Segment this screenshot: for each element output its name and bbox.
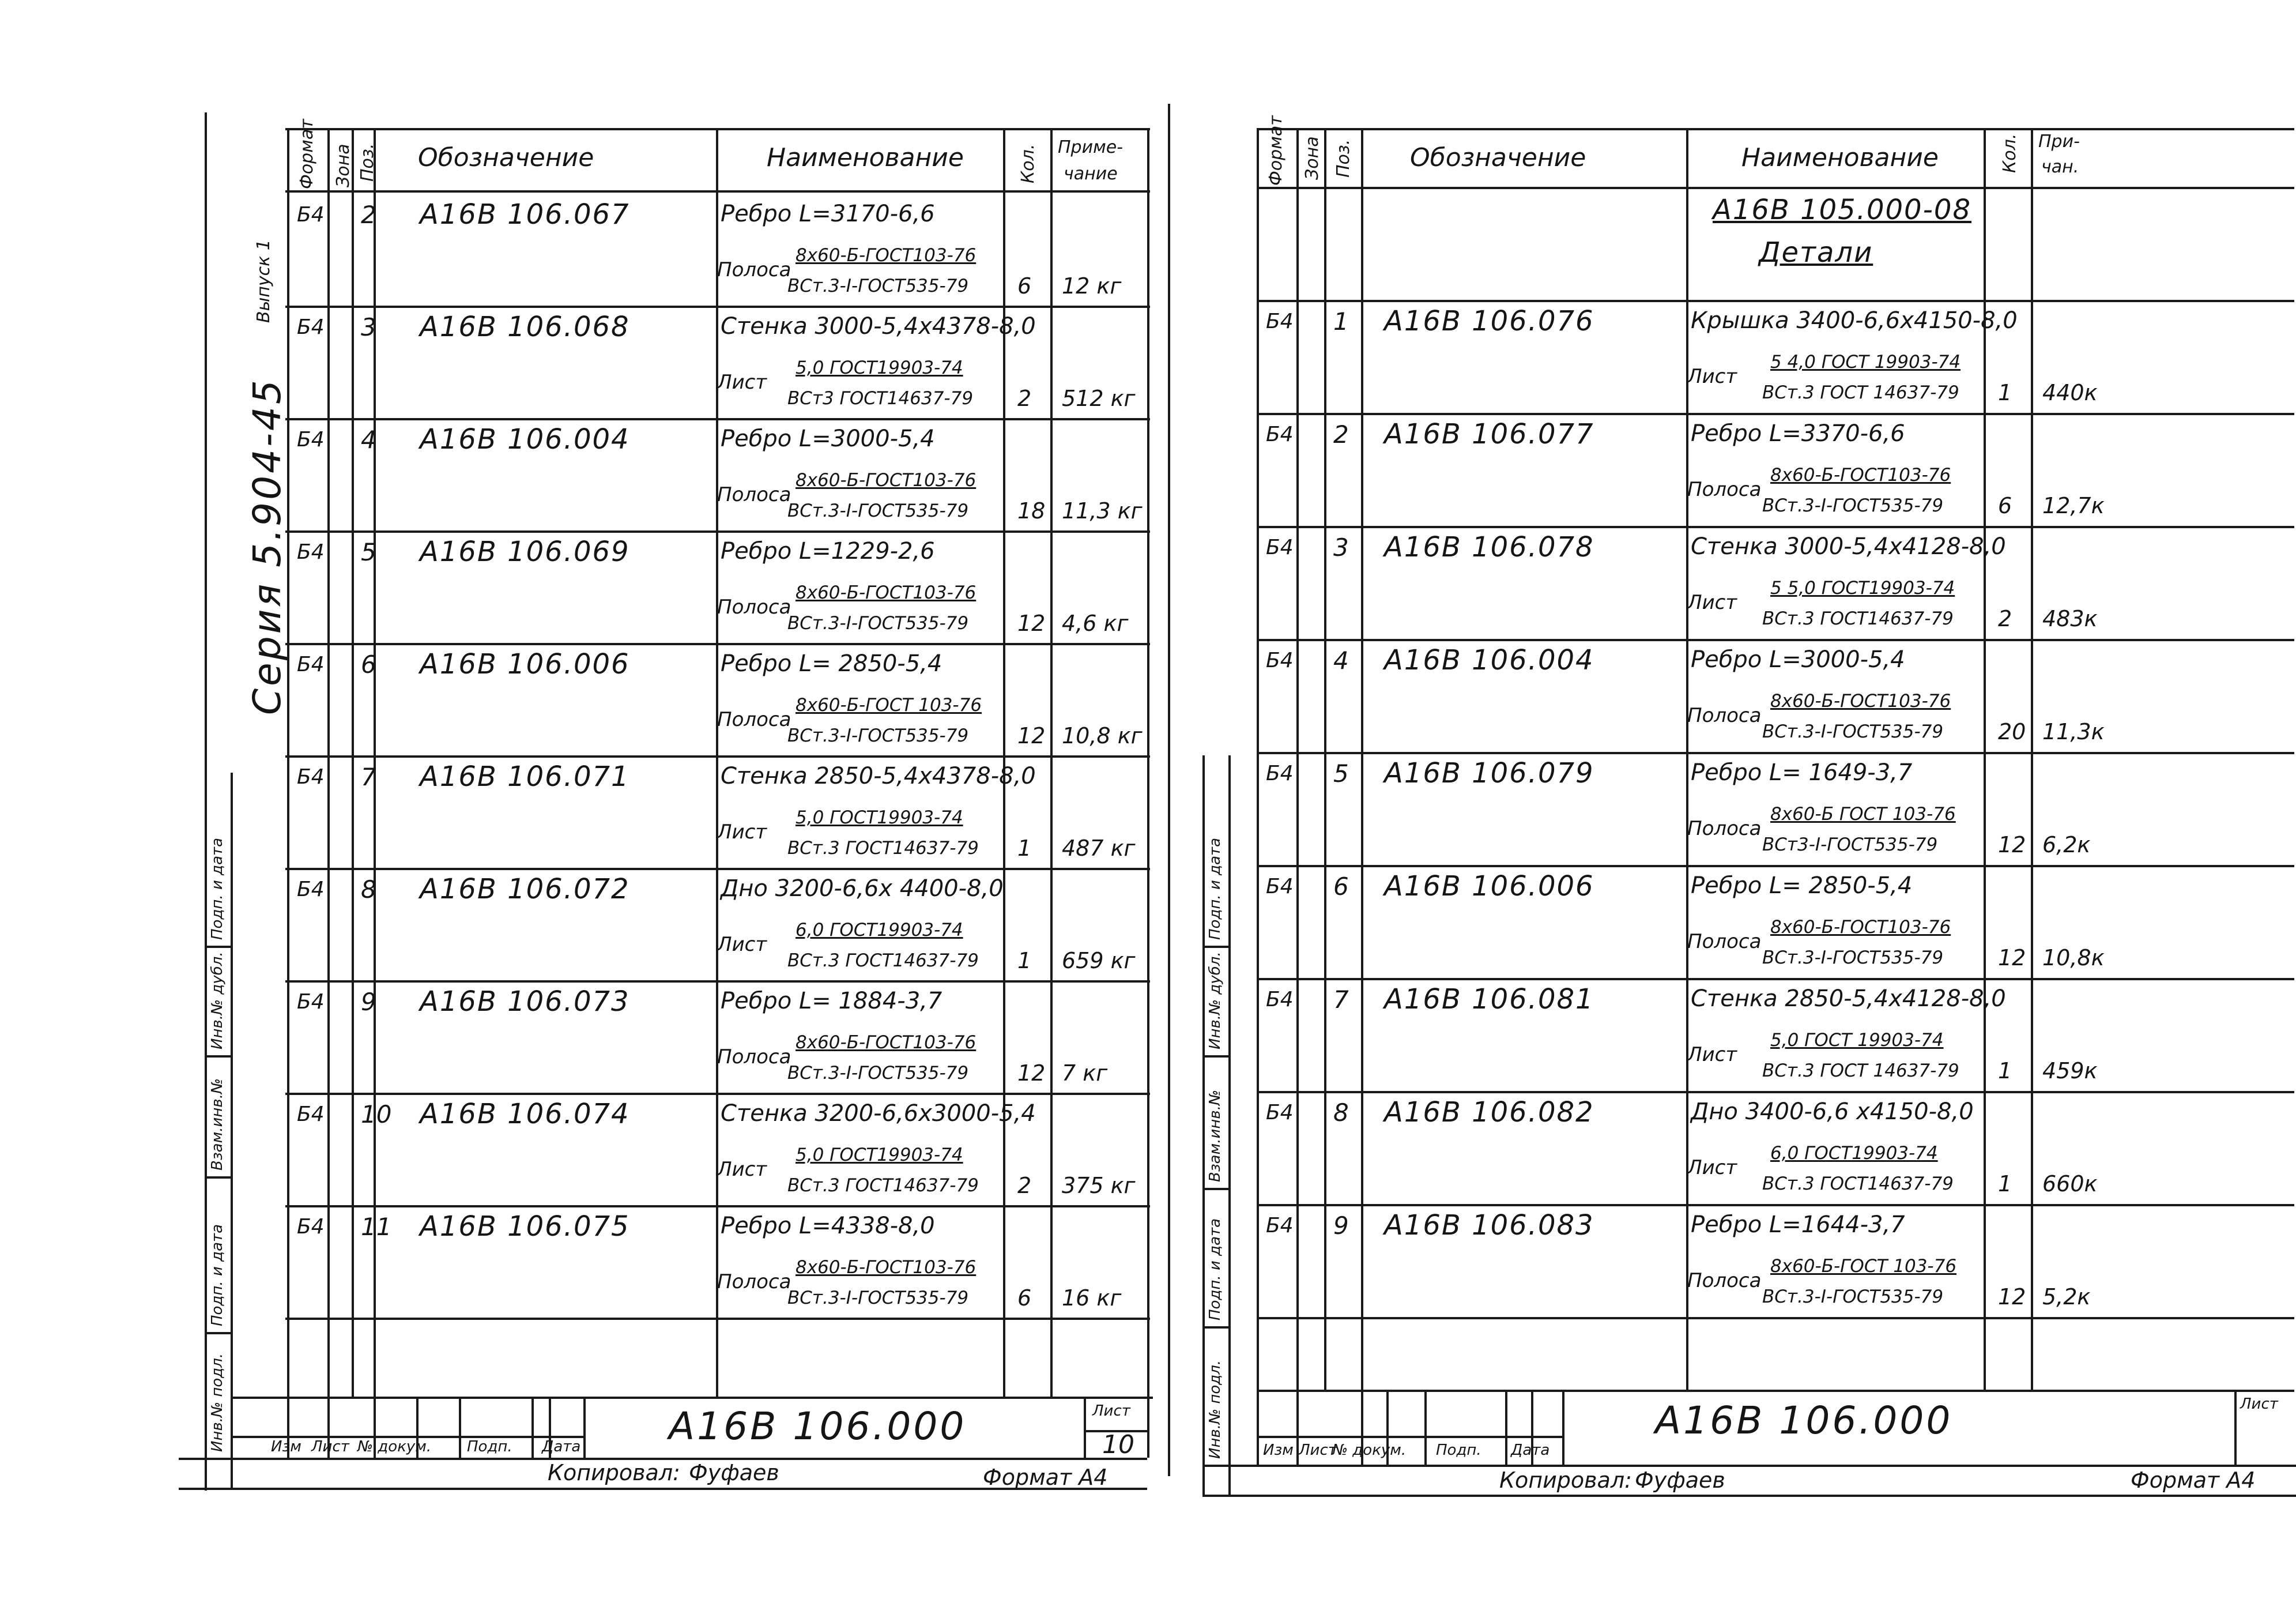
cell-note: 512 кг xyxy=(1062,386,1136,411)
cell-material-spec: 8х60-Б-ГОСТ103-76 xyxy=(1770,465,1951,486)
cell-name: Ребро L=3370-6,6 xyxy=(1691,420,1905,447)
cell-format: Б4 xyxy=(1266,1101,1294,1124)
tb-label-sheet: Лист xyxy=(1299,1442,1337,1459)
header-note-2: чание xyxy=(1064,164,1118,184)
cell-note: 483к xyxy=(2042,606,2098,631)
titleblock-sheet-number: 10 xyxy=(1102,1430,1134,1459)
row-divider xyxy=(285,530,1150,533)
cell-pos: 2 xyxy=(1333,420,1349,449)
cell-material-grade: ВСт.3 ГОСТ 14637-79 xyxy=(1762,1060,1959,1081)
cell-designation: А16В 106.078 xyxy=(1384,531,1594,563)
header-format: Формат xyxy=(1266,115,1286,186)
spec-sheet-right xyxy=(1148,0,2296,1618)
cell-designation: А16В 106.082 xyxy=(1384,1096,1594,1128)
cell-name: Стенка 3200-6,6х3000-5,4 xyxy=(721,1100,1036,1127)
header-note-1: Приме- xyxy=(1058,137,1124,157)
cell-material-spec: 8х60-Б-ГОСТ103-76 xyxy=(796,1032,977,1053)
cell-material-grade: ВСт.3-I-ГОСТ535-79 xyxy=(1762,947,1944,968)
cell-note: 10,8к xyxy=(2042,945,2105,970)
cell-qty: 20 xyxy=(1998,719,2026,744)
side-label-dup-inv: Инв.№ дубл. xyxy=(1207,951,1224,1049)
cell-qty: 1 xyxy=(1017,836,1032,861)
sidebar-divider xyxy=(205,1332,231,1334)
header-zone: Зона xyxy=(1302,136,1322,180)
sidebar-inner-border xyxy=(1228,755,1231,1496)
cell-pos: 10 xyxy=(361,1100,392,1128)
cell-material-prefix: Лист xyxy=(717,1158,767,1181)
tb-col-3 xyxy=(1424,1390,1427,1465)
col-format-left xyxy=(287,128,289,1458)
cell-material-prefix: Полоса xyxy=(717,258,791,281)
header-pos: Поз. xyxy=(357,143,378,182)
cell-designation: А16В 106.075 xyxy=(420,1210,630,1243)
cell-material-spec: 5,0 ГОСТ 19903-74 xyxy=(1770,1030,1944,1051)
cell-material-grade: ВСт.3-I-ГОСТ535-79 xyxy=(787,1288,969,1308)
tb-col-4 xyxy=(1505,1390,1507,1465)
cell-qty: 12 xyxy=(1998,832,2026,857)
cell-name: Стенка 2850-5,4х4128-8,0 xyxy=(1691,985,2006,1012)
cell-material-grade: ВСт.3 ГОСТ14637-79 xyxy=(1762,1173,1954,1194)
side-label-sign-date: Подп. и дата xyxy=(1207,837,1224,940)
sidebar-divider xyxy=(1202,1188,1228,1190)
row-divider xyxy=(285,1318,1150,1320)
side-label-sign-date-2: Подп. и дата xyxy=(209,1224,226,1326)
cell-pos: 7 xyxy=(1333,985,1349,1014)
cell-name: Ребро L=4338-8,0 xyxy=(721,1213,935,1239)
cell-material-prefix: Полоса xyxy=(717,596,791,619)
cell-pos: 9 xyxy=(361,988,376,1016)
cell-material-prefix: Полоса xyxy=(1687,1269,1762,1292)
cell-qty: 12 xyxy=(1017,611,1046,636)
cell-format: Б4 xyxy=(1266,310,1294,333)
tb-label-sign: Подп. xyxy=(467,1438,512,1455)
cell-format: Б4 xyxy=(297,765,325,789)
cell-pos: 8 xyxy=(361,875,376,904)
cell-material-prefix: Полоса xyxy=(1687,478,1762,501)
cell-format: Б4 xyxy=(297,878,325,901)
cell-designation: А16В 106.068 xyxy=(420,311,630,343)
table-top-border xyxy=(1257,128,2294,130)
cell-format: Б4 xyxy=(297,540,325,564)
cell-material-spec: 8х60-Б-ГОСТ103-76 xyxy=(1770,917,1951,938)
row-divider xyxy=(1257,1091,2294,1093)
cell-format: Б4 xyxy=(1266,762,1294,785)
cell-material-grade: ВСт.3-I-ГОСТ535-79 xyxy=(787,501,969,521)
cell-designation: А16В 106.004 xyxy=(1384,644,1594,676)
col-name-left xyxy=(1686,128,1688,1390)
cell-format: Б4 xyxy=(297,428,325,451)
frame-left-border xyxy=(205,112,207,1491)
sidebar-divider xyxy=(205,1176,231,1179)
cell-qty: 12 xyxy=(1998,945,2026,970)
cell-qty: 12 xyxy=(1017,1060,1046,1086)
cell-name: Ребро L= 1649-3,7 xyxy=(1691,759,1913,786)
cell-qty: 6 xyxy=(1998,493,2012,518)
cell-qty: 2 xyxy=(1998,606,2012,631)
cell-designation: А16В 106.076 xyxy=(1384,305,1594,337)
side-label-replace-inv: Взам.инв.№ xyxy=(209,1078,226,1171)
cell-format: Б4 xyxy=(297,990,325,1014)
titleblock-doc-number: А16В 106.000 xyxy=(1655,1398,1953,1443)
cell-qty: 18 xyxy=(1017,498,1046,524)
row-divider xyxy=(285,643,1150,645)
cell-material-spec: 8х60-Б ГОСТ 103-76 xyxy=(1770,804,1956,825)
cell-pos: 5 xyxy=(361,538,376,566)
header-name: Наименование xyxy=(767,143,964,172)
cell-pos: 8 xyxy=(1333,1098,1349,1127)
row-divider xyxy=(1257,1204,2294,1206)
sidebar-divider xyxy=(205,946,231,948)
tb-label-docno: № докум. xyxy=(357,1438,432,1455)
cell-material-prefix: Лист xyxy=(1687,1043,1737,1066)
cell-material-spec: 5,0 ГОСТ19903-74 xyxy=(796,807,963,828)
cell-name: Стенка 3000-5,4х4378-8,0 xyxy=(721,313,1036,340)
col-format-left xyxy=(1257,128,1259,1465)
cell-note: 6,2к xyxy=(2042,832,2091,857)
sheet-divider xyxy=(1168,104,1170,1476)
cell-format: Б4 xyxy=(1266,988,1294,1011)
tb-label-docno: № докум. xyxy=(1332,1442,1407,1459)
cell-material-spec: 8х60-Б-ГОСТ103-76 xyxy=(796,470,977,491)
cell-material-grade: ВСт.3 ГОСТ 14637-79 xyxy=(1762,382,1959,403)
cell-qty: 1 xyxy=(1017,948,1032,973)
cell-pos: 4 xyxy=(1333,646,1349,675)
cell-designation: А16В 106.071 xyxy=(420,761,630,793)
titleblock-sheet-label: Лист xyxy=(2240,1395,2278,1413)
cell-name: Ребро L=1229-2,6 xyxy=(721,538,935,565)
cell-material-prefix: Лист xyxy=(717,933,767,956)
cell-material-grade: ВСт3 ГОСТ14637-79 xyxy=(787,388,974,409)
cell-note: 375 кг xyxy=(1062,1173,1136,1198)
row-divider xyxy=(285,1205,1150,1207)
col-designation-left xyxy=(1361,128,1363,1465)
col-pos-left xyxy=(1324,128,1326,1390)
header-qty: Кол. xyxy=(2000,133,2020,173)
tb-label-sheet: Лист xyxy=(311,1438,349,1455)
cell-pos: 5 xyxy=(1333,759,1349,788)
tb-label-date: Дата xyxy=(1511,1442,1550,1459)
cell-material-spec: 5 5,0 ГОСТ19903-74 xyxy=(1770,578,1955,599)
cell-name: Ребро L=1644-3,7 xyxy=(1691,1211,1905,1238)
cell-name: Стенка 3000-5,4х4128-8,0 xyxy=(1691,533,2006,560)
page-bottom-rule xyxy=(1202,1495,2296,1497)
cell-designation: А16В 106.072 xyxy=(420,873,630,905)
header-qty: Кол. xyxy=(1018,144,1038,183)
sidebar-outer-border xyxy=(1202,755,1205,1496)
cell-pos: 7 xyxy=(361,763,376,791)
cell-material-prefix: Полоса xyxy=(717,708,791,731)
preamble-bottom-border xyxy=(1257,300,2294,302)
side-label-orig-inv: Инв.№ подл. xyxy=(209,1353,226,1452)
cell-format: Б4 xyxy=(297,203,325,227)
cell-format: Б4 xyxy=(1266,423,1294,446)
cell-material-grade: ВСт.3-I-ГОСТ535-79 xyxy=(787,725,969,746)
cell-material-prefix: Полоса xyxy=(1687,704,1762,727)
tb-label-sign: Подп. xyxy=(1436,1442,1481,1459)
cell-note: 5,2к xyxy=(2042,1284,2091,1310)
cell-material-spec: 5 4,0 ГОСТ 19903-74 xyxy=(1770,352,1961,372)
cell-qty: 6 xyxy=(1017,1285,1032,1311)
cell-pos: 3 xyxy=(1333,533,1349,562)
cell-format: Б4 xyxy=(297,1215,325,1239)
sidebar-divider xyxy=(1202,1326,1228,1329)
cell-format: Б4 xyxy=(297,315,325,339)
cell-designation: А16В 106.006 xyxy=(420,648,630,680)
side-label-dup-inv: Инв.№ дубл. xyxy=(209,951,226,1049)
cell-material-prefix: Лист xyxy=(1687,365,1737,388)
cell-format: Б4 xyxy=(1266,649,1294,672)
cell-qty: 1 xyxy=(1998,1058,2012,1083)
cell-material-prefix: Лист xyxy=(717,371,767,394)
side-label-sign-date: Подп. и дата xyxy=(209,837,226,940)
col-zone-left xyxy=(327,128,330,1458)
titleblock-top-border xyxy=(231,1397,1153,1399)
cell-pos: 11 xyxy=(361,1213,392,1241)
cell-designation: А16В 106.083 xyxy=(1384,1209,1594,1241)
cell-pos: 3 xyxy=(361,313,376,341)
cell-qty: 6 xyxy=(1017,273,1032,299)
cell-name: Ребро L= 1884-3,7 xyxy=(721,988,942,1014)
cell-qty: 2 xyxy=(1017,386,1032,411)
header-zone: Зона xyxy=(333,144,353,187)
header-pos: Поз. xyxy=(1333,139,1354,178)
titleblock-top-border xyxy=(1257,1390,2294,1392)
cell-name: Дно 3200-6,6х 4400-8,0 xyxy=(721,875,1004,902)
cell-note: 660к xyxy=(2042,1171,2098,1196)
cell-material-spec: 5,0 ГОСТ19903-74 xyxy=(796,358,963,378)
cell-note: 440к xyxy=(2042,380,2098,405)
cell-material-spec: 8х60-Б-ГОСТ103-76 xyxy=(796,582,977,603)
cell-pos: 2 xyxy=(361,201,376,229)
side-label-sign-date-2: Подп. и дата xyxy=(1207,1218,1224,1320)
cell-material-prefix: Полоса xyxy=(1687,930,1762,953)
titleblock-mid-rule xyxy=(1257,1436,1562,1438)
side-label-replace-inv: Взам.инв.№ xyxy=(1207,1090,1224,1182)
cell-format: Б4 xyxy=(1266,1214,1294,1237)
row-divider xyxy=(285,418,1150,420)
header-designation: Обозначение xyxy=(418,143,594,172)
cell-pos: 6 xyxy=(361,650,376,679)
cell-material-prefix: Лист xyxy=(1687,1156,1737,1179)
header-format: Формат xyxy=(297,119,317,189)
cell-note: 487 кг xyxy=(1062,836,1136,861)
cell-designation: А16В 106.077 xyxy=(1384,418,1594,450)
series-label: Серия 5.904-45 xyxy=(245,378,289,715)
cell-name: Ребро L= 2850-5,4 xyxy=(721,650,942,677)
cell-name: Ребро L=3000-5,4 xyxy=(721,426,935,452)
assembly-designation: А16В 105.000-08 xyxy=(1713,194,1971,226)
row-divider xyxy=(1257,978,2294,980)
cell-material-grade: ВСт.3 ГОСТ14637-79 xyxy=(787,1175,979,1196)
row-divider xyxy=(285,980,1150,983)
row-divider xyxy=(285,306,1150,308)
header-name: Наименование xyxy=(1741,143,1939,172)
copied-by-signature: Фуфаев xyxy=(1635,1468,1725,1493)
tb-col-6 xyxy=(1562,1390,1564,1465)
cell-designation: А16В 106.006 xyxy=(1384,870,1594,902)
cell-material-prefix: Лист xyxy=(1687,591,1737,614)
cell-pos: 9 xyxy=(1333,1211,1349,1240)
cell-material-grade: ВСт.3-I-ГОСТ535-79 xyxy=(1762,1286,1944,1307)
cell-pos: 6 xyxy=(1333,872,1349,901)
sidebar-divider xyxy=(1202,1055,1228,1058)
cell-material-spec: 8х60-Б-ГОСТ 103-76 xyxy=(1770,1256,1957,1277)
col-zone-left xyxy=(1296,128,1299,1465)
cell-material-spec: 8х60-Б-ГОСТ 103-76 xyxy=(796,695,982,716)
sidebar-inner-border xyxy=(231,773,233,1488)
section-title: Детали xyxy=(1759,236,1873,269)
cell-qty: 12 xyxy=(1998,1284,2026,1310)
side-label-orig-inv: Инв.№ подл. xyxy=(1207,1360,1224,1459)
cell-note: 11,3 кг xyxy=(1062,498,1143,524)
cell-note: 10,8 кг xyxy=(1062,723,1143,748)
titleblock-doc-number: А16В 106.000 xyxy=(669,1404,967,1448)
cell-material-grade: ВСт.3 ГОСТ14637-79 xyxy=(787,838,979,859)
cell-material-prefix: Полоса xyxy=(717,1270,791,1293)
cell-material-spec: 5,0 ГОСТ19903-74 xyxy=(796,1145,963,1165)
cell-format: Б4 xyxy=(297,1103,325,1126)
cell-designation: А16В 106.081 xyxy=(1384,983,1594,1015)
copied-by-signature: Фуфаев xyxy=(689,1460,779,1485)
cell-material-grade: ВСт.3-I-ГОСТ535-79 xyxy=(787,613,969,634)
row-divider xyxy=(285,868,1150,870)
row-divider xyxy=(1257,639,2294,641)
tb-label-change: Изм xyxy=(1263,1442,1294,1459)
frame-bottom-border xyxy=(1202,1465,2296,1467)
titleblock-sheet-label: Лист xyxy=(1092,1402,1130,1420)
cell-material-grade: ВСт.3-I-ГОСТ535-79 xyxy=(1762,721,1944,742)
paper-format: Формат А4 xyxy=(2131,1468,2256,1493)
row-divider xyxy=(1257,1317,2294,1319)
cell-designation: А16В 106.069 xyxy=(420,536,630,568)
cell-note: 459к xyxy=(2042,1058,2098,1083)
sidebar-divider xyxy=(205,1055,231,1058)
cell-name: Ребро L=3170-6,6 xyxy=(721,201,935,227)
cell-material-spec: 6,0 ГОСТ19903-74 xyxy=(796,920,963,940)
cell-qty: 1 xyxy=(1998,380,2012,405)
cell-name: Дно 3400-6,6 х4150-8,0 xyxy=(1691,1098,1974,1125)
cell-designation: А16В 106.074 xyxy=(420,1098,630,1130)
row-divider xyxy=(1257,752,2294,754)
cell-designation: А16В 106.079 xyxy=(1384,757,1594,789)
cell-material-spec: 6,0 ГОСТ19903-74 xyxy=(1770,1143,1938,1164)
copied-by-label: Копировал: xyxy=(1499,1468,1632,1493)
cell-designation: А16В 106.067 xyxy=(420,198,630,231)
row-divider xyxy=(285,755,1150,758)
cell-material-prefix: Полоса xyxy=(717,1045,791,1068)
cell-note: 16 кг xyxy=(1062,1285,1122,1311)
cell-designation: А16В 106.004 xyxy=(420,423,630,456)
cell-note: 4,6 кг xyxy=(1062,611,1129,636)
issue-label: Выпуск 1 xyxy=(254,239,274,323)
cell-format: Б4 xyxy=(1266,536,1294,559)
cell-pos: 4 xyxy=(361,426,376,454)
header-note-2: чан. xyxy=(2041,157,2079,177)
cell-note: 11,3к xyxy=(2042,719,2105,744)
cell-pos: 1 xyxy=(1333,307,1349,336)
tb-sheet-col xyxy=(2234,1390,2237,1465)
tb-label-date: Дата xyxy=(542,1438,581,1455)
sidebar-divider xyxy=(1202,946,1228,948)
cell-material-prefix: Лист xyxy=(717,821,767,844)
cell-name: Стенка 2850-5,4х4378-8,0 xyxy=(721,763,1036,789)
cell-material-grade: ВСт.3-I-ГОСТ535-79 xyxy=(787,276,969,296)
tb-sheet-col xyxy=(1084,1397,1086,1458)
row-divider xyxy=(1257,413,2294,415)
cell-material-prefix: Полоса xyxy=(717,483,791,506)
copied-by-label: Копировал: xyxy=(548,1460,680,1485)
tb-col-6 xyxy=(583,1397,586,1458)
cell-material-grade: ВСт.3-I-ГОСТ535-79 xyxy=(787,1063,969,1083)
cell-format: Б4 xyxy=(297,653,325,676)
cell-qty: 1 xyxy=(1998,1171,2012,1196)
row-divider xyxy=(285,1093,1150,1095)
cell-note: 659 кг xyxy=(1062,948,1136,973)
cell-note: 12,7к xyxy=(2042,493,2105,518)
cell-material-grade: ВСт.3 ГОСТ14637-79 xyxy=(787,950,979,971)
header-designation: Обозначение xyxy=(1410,143,1586,172)
cell-qty: 12 xyxy=(1017,723,1046,748)
header-note-1: При- xyxy=(2038,131,2080,152)
cell-material-grade: ВСт.3 ГОСТ14637-79 xyxy=(1762,608,1954,629)
col-note-left xyxy=(2031,128,2033,1390)
cell-name: Крышка 3400-6,6х4150-8,0 xyxy=(1691,307,2018,334)
cell-note: 7 кг xyxy=(1062,1060,1108,1086)
header-bottom-border xyxy=(1257,187,2294,189)
row-divider xyxy=(1257,865,2294,867)
cell-qty: 2 xyxy=(1017,1173,1032,1198)
cell-material-spec: 8х60-Б-ГОСТ103-76 xyxy=(796,1257,977,1278)
cell-name: Ребро L= 2850-5,4 xyxy=(1691,872,1913,899)
cell-name: Ребро L=3000-5,4 xyxy=(1691,646,1905,673)
cell-material-spec: 8х60-Б-ГОСТ103-76 xyxy=(796,245,977,266)
cell-designation: А16В 106.073 xyxy=(420,985,630,1018)
cell-material-grade: ВСт3-I-ГОСТ535-79 xyxy=(1762,834,1938,855)
row-divider xyxy=(1257,526,2294,528)
cell-material-spec: 8х60-Б-ГОСТ103-76 xyxy=(1770,691,1951,712)
paper-format: Формат А4 xyxy=(983,1465,1108,1490)
cell-note: 12 кг xyxy=(1062,273,1122,299)
tb-label-change: Изм xyxy=(271,1438,301,1455)
cell-material-grade: ВСт.3-I-ГОСТ535-79 xyxy=(1762,495,1944,516)
tb-col-4 xyxy=(531,1397,534,1458)
cell-format: Б4 xyxy=(1266,875,1294,898)
cell-material-prefix: Полоса xyxy=(1687,817,1762,840)
tb-col-3 xyxy=(459,1397,461,1458)
